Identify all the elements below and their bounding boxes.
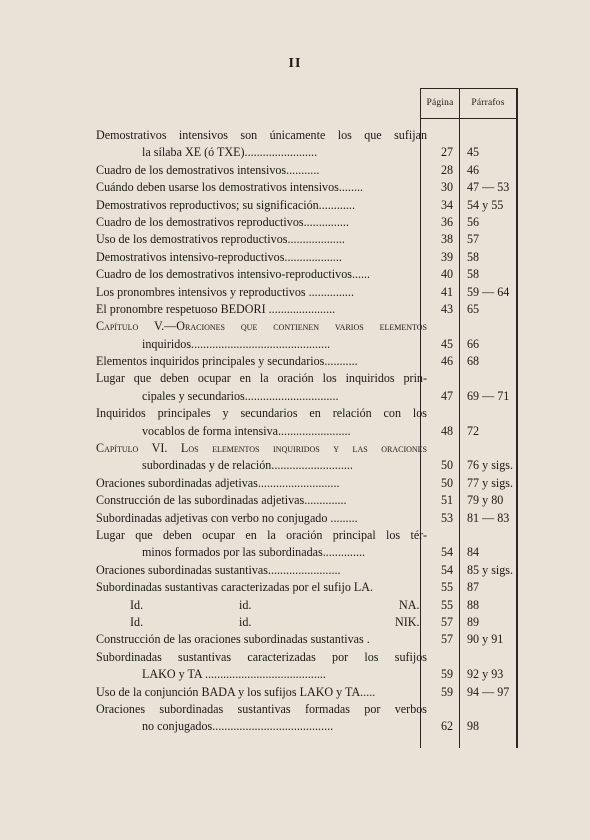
entry-text: Construcción de las subordinadas adjetivas.............. — [96, 493, 347, 508]
index-entry — [96, 127, 526, 162]
index-entry-chapter — [96, 318, 526, 353]
entry-text: Cuadro de los demostrativos reproductivos............... — [96, 214, 349, 229]
index-entry — [96, 562, 526, 579]
chapter-heading: Capítulo VI. Los elementos inquiridos y las oraciones — [96, 441, 427, 456]
suffix-text: NA. — [399, 597, 420, 612]
entry-paragraph: 81 — 83 — [467, 510, 510, 525]
entry-paragraph: 56 — [467, 214, 480, 229]
entry-text: Cuándo deben usarse los demostrativos intensivos........ — [96, 180, 364, 195]
index-entry — [96, 179, 526, 196]
entry-paragraph: 84 — [467, 545, 480, 560]
entry-page: 55 — [440, 580, 454, 595]
ditto-text: id. — [239, 597, 252, 612]
entry-page: 59 — [440, 667, 454, 682]
entry-text: Subordinadas adjetivas con verbo no conjugado ......... — [96, 510, 358, 525]
index-entry — [96, 249, 526, 266]
entry-text: Oraciones subordinadas sustantivas........................ — [96, 562, 341, 577]
entry-paragraph: 89 — [467, 614, 480, 629]
entry-page: 59 — [440, 684, 454, 699]
column-header-parrafos: Párrafos — [471, 98, 505, 108]
index-entry — [96, 301, 526, 318]
entry-text: Lugar que deben ocupar en la oración los inquiridos prin- — [96, 371, 427, 386]
index-entry — [96, 492, 526, 509]
entry-text: Subordinadas sustantivas caracterizadas por los sufijos — [96, 649, 427, 664]
entry-text: Demostrativos intensivos son únicamente los que sufijan — [96, 128, 427, 142]
page-number: II — [288, 56, 302, 71]
index-entry-ditto — [96, 614, 526, 631]
entry-text: Uso de los demostrativos reproductivos................... — [96, 232, 345, 247]
entry-page: 54 — [440, 545, 454, 560]
entry-page: 55 — [440, 597, 454, 612]
entry-page: 27 — [440, 145, 454, 160]
entry-text: Lugar que deben ocupar en la oración principal los tér- — [96, 527, 427, 542]
entry-text: inquiridos.............................................. — [142, 336, 331, 351]
index-entry — [96, 231, 526, 248]
entry-paragraph: 58 — [467, 249, 480, 264]
entry-page: 54 — [440, 562, 454, 577]
entry-paragraph: 45 — [467, 145, 480, 160]
index-entry — [96, 475, 526, 492]
index-entry — [96, 527, 526, 562]
index-entry — [96, 405, 526, 440]
entry-page: 57 — [440, 614, 454, 629]
entry-page: 53 — [440, 510, 454, 525]
entry-text: Construcción de las oraciones subordinadas sustantivas . — [96, 632, 370, 647]
entry-page: 34 — [440, 197, 454, 212]
entry-text: Oraciones subordinadas sustantivas formadas por verbos — [96, 701, 427, 716]
index-entry — [96, 214, 526, 231]
entry-page: 40 — [440, 267, 454, 282]
index-entry — [96, 284, 526, 301]
index-entry — [96, 162, 526, 179]
entry-paragraph: 77 y sigs. — [467, 475, 514, 490]
entry-page: 48 — [440, 423, 454, 438]
entry-page: 50 — [440, 458, 454, 473]
entry-paragraph: 68 — [467, 354, 480, 369]
entry-paragraph: 76 y sigs. — [467, 458, 514, 473]
entry-page: 45 — [440, 336, 454, 351]
entry-paragraph: 47 — 53 — [467, 180, 510, 195]
entry-paragraph: 98 — [467, 719, 480, 734]
entry-text: Elementos inquiridos principales y secundarios........... — [96, 354, 358, 369]
entry-page: 47 — [440, 388, 454, 403]
entry-page: 51 — [440, 493, 454, 508]
index-entry — [96, 370, 526, 405]
index-entry — [96, 197, 526, 214]
entry-paragraph: 57 — [467, 232, 480, 247]
entry-paragraph: 90 y 91 — [467, 632, 504, 647]
entry-paragraph: 69 — 71 — [467, 388, 510, 403]
entry-text: subordinadas y de relación........................... — [142, 458, 353, 473]
suffix-text: NIK. — [395, 614, 420, 629]
entry-paragraph: 46 — [467, 162, 480, 177]
ditto-text: id. — [239, 614, 252, 629]
entry-text: Oraciones subordinadas adjetivas........................... — [96, 475, 340, 490]
entry-text: Demostrativos reproductivos; su significación............ — [96, 197, 355, 212]
entry-text: vocablos de forma intensiva........................ — [142, 423, 351, 438]
index-entry — [96, 684, 526, 701]
entry-paragraph: 66 — [467, 336, 480, 351]
index-entry — [96, 266, 526, 283]
entry-text: Subordinadas sustantivas caracterizadas por el sufijo LA. — [96, 580, 374, 595]
entry-text: Cuadro de los demostrativos intensivos........... — [96, 162, 320, 177]
entry-paragraph: 79 y 80 — [467, 493, 504, 508]
entry-text: minos formados por las subordinadas.............. — [142, 545, 366, 560]
entry-text: la sílaba XE (ó TXE)........................ — [142, 145, 318, 160]
entry-paragraph: 65 — [467, 301, 480, 316]
index-entry-ditto — [96, 597, 526, 614]
entry-paragraph: 72 — [467, 423, 480, 438]
entry-page: 39 — [440, 249, 454, 264]
entry-text: Inquiridos principales y secundarios en relación con los — [96, 406, 427, 421]
entry-paragraph: 87 — [467, 580, 480, 595]
entry-text: no conjugados........................................ — [142, 719, 334, 734]
entry-page: 50 — [440, 475, 454, 490]
index-entry — [96, 579, 526, 596]
index-entry — [96, 649, 526, 684]
index-entry — [96, 510, 526, 527]
entry-page: 46 — [440, 354, 454, 369]
entry-paragraph: 54 y 55 — [467, 197, 504, 212]
entry-page: 28 — [440, 162, 454, 177]
entry-text: cipales y secundarios............................... — [142, 388, 339, 403]
column-header-pagina: Página — [426, 98, 454, 108]
entry-page: 38 — [440, 232, 454, 247]
entry-text: El pronombre respetuoso BEDORI ...................... — [96, 301, 336, 316]
entry-page: 62 — [440, 719, 454, 734]
entry-text: LAKO y TA ........................................ — [142, 667, 326, 682]
table-top-rule — [420, 88, 518, 89]
entry-paragraph: 88 — [467, 597, 480, 612]
entry-text: Uso de la conjunción BADA y los sufijos LAKO y TA..... — [96, 684, 376, 699]
entry-page: 41 — [440, 284, 454, 299]
chapter-heading: Capítulo V.—Oraciones que contienen varios elementos — [96, 319, 427, 334]
entry-text: Cuadro de los demostrativos intensivo-reproductivos...... — [96, 267, 371, 282]
entry-paragraph: 58 — [467, 267, 480, 282]
entry-paragraph: 59 — 64 — [467, 284, 510, 299]
entry-paragraph: 92 y 93 — [467, 667, 504, 682]
ditto-text: Id. — [130, 614, 144, 629]
index-entries — [96, 127, 526, 736]
index-entry — [96, 353, 526, 370]
entry-paragraph: 94 — 97 — [467, 684, 510, 699]
index-entry — [96, 701, 526, 736]
entry-page: 36 — [440, 214, 454, 229]
ditto-text: Id. — [130, 597, 144, 612]
entry-page: 43 — [440, 301, 454, 316]
index-entry — [96, 631, 526, 648]
entry-page: 30 — [440, 180, 454, 195]
index-entry-chapter — [96, 440, 526, 475]
entry-paragraph: 85 y sigs. — [467, 562, 514, 577]
entry-text: Los pronombres intensivos y reproductivos ............... — [96, 284, 354, 299]
entry-text: Demostrativos intensivo-reproductivos................... — [96, 249, 342, 264]
entry-page: 57 — [440, 632, 454, 647]
table-header-rule — [420, 118, 518, 119]
